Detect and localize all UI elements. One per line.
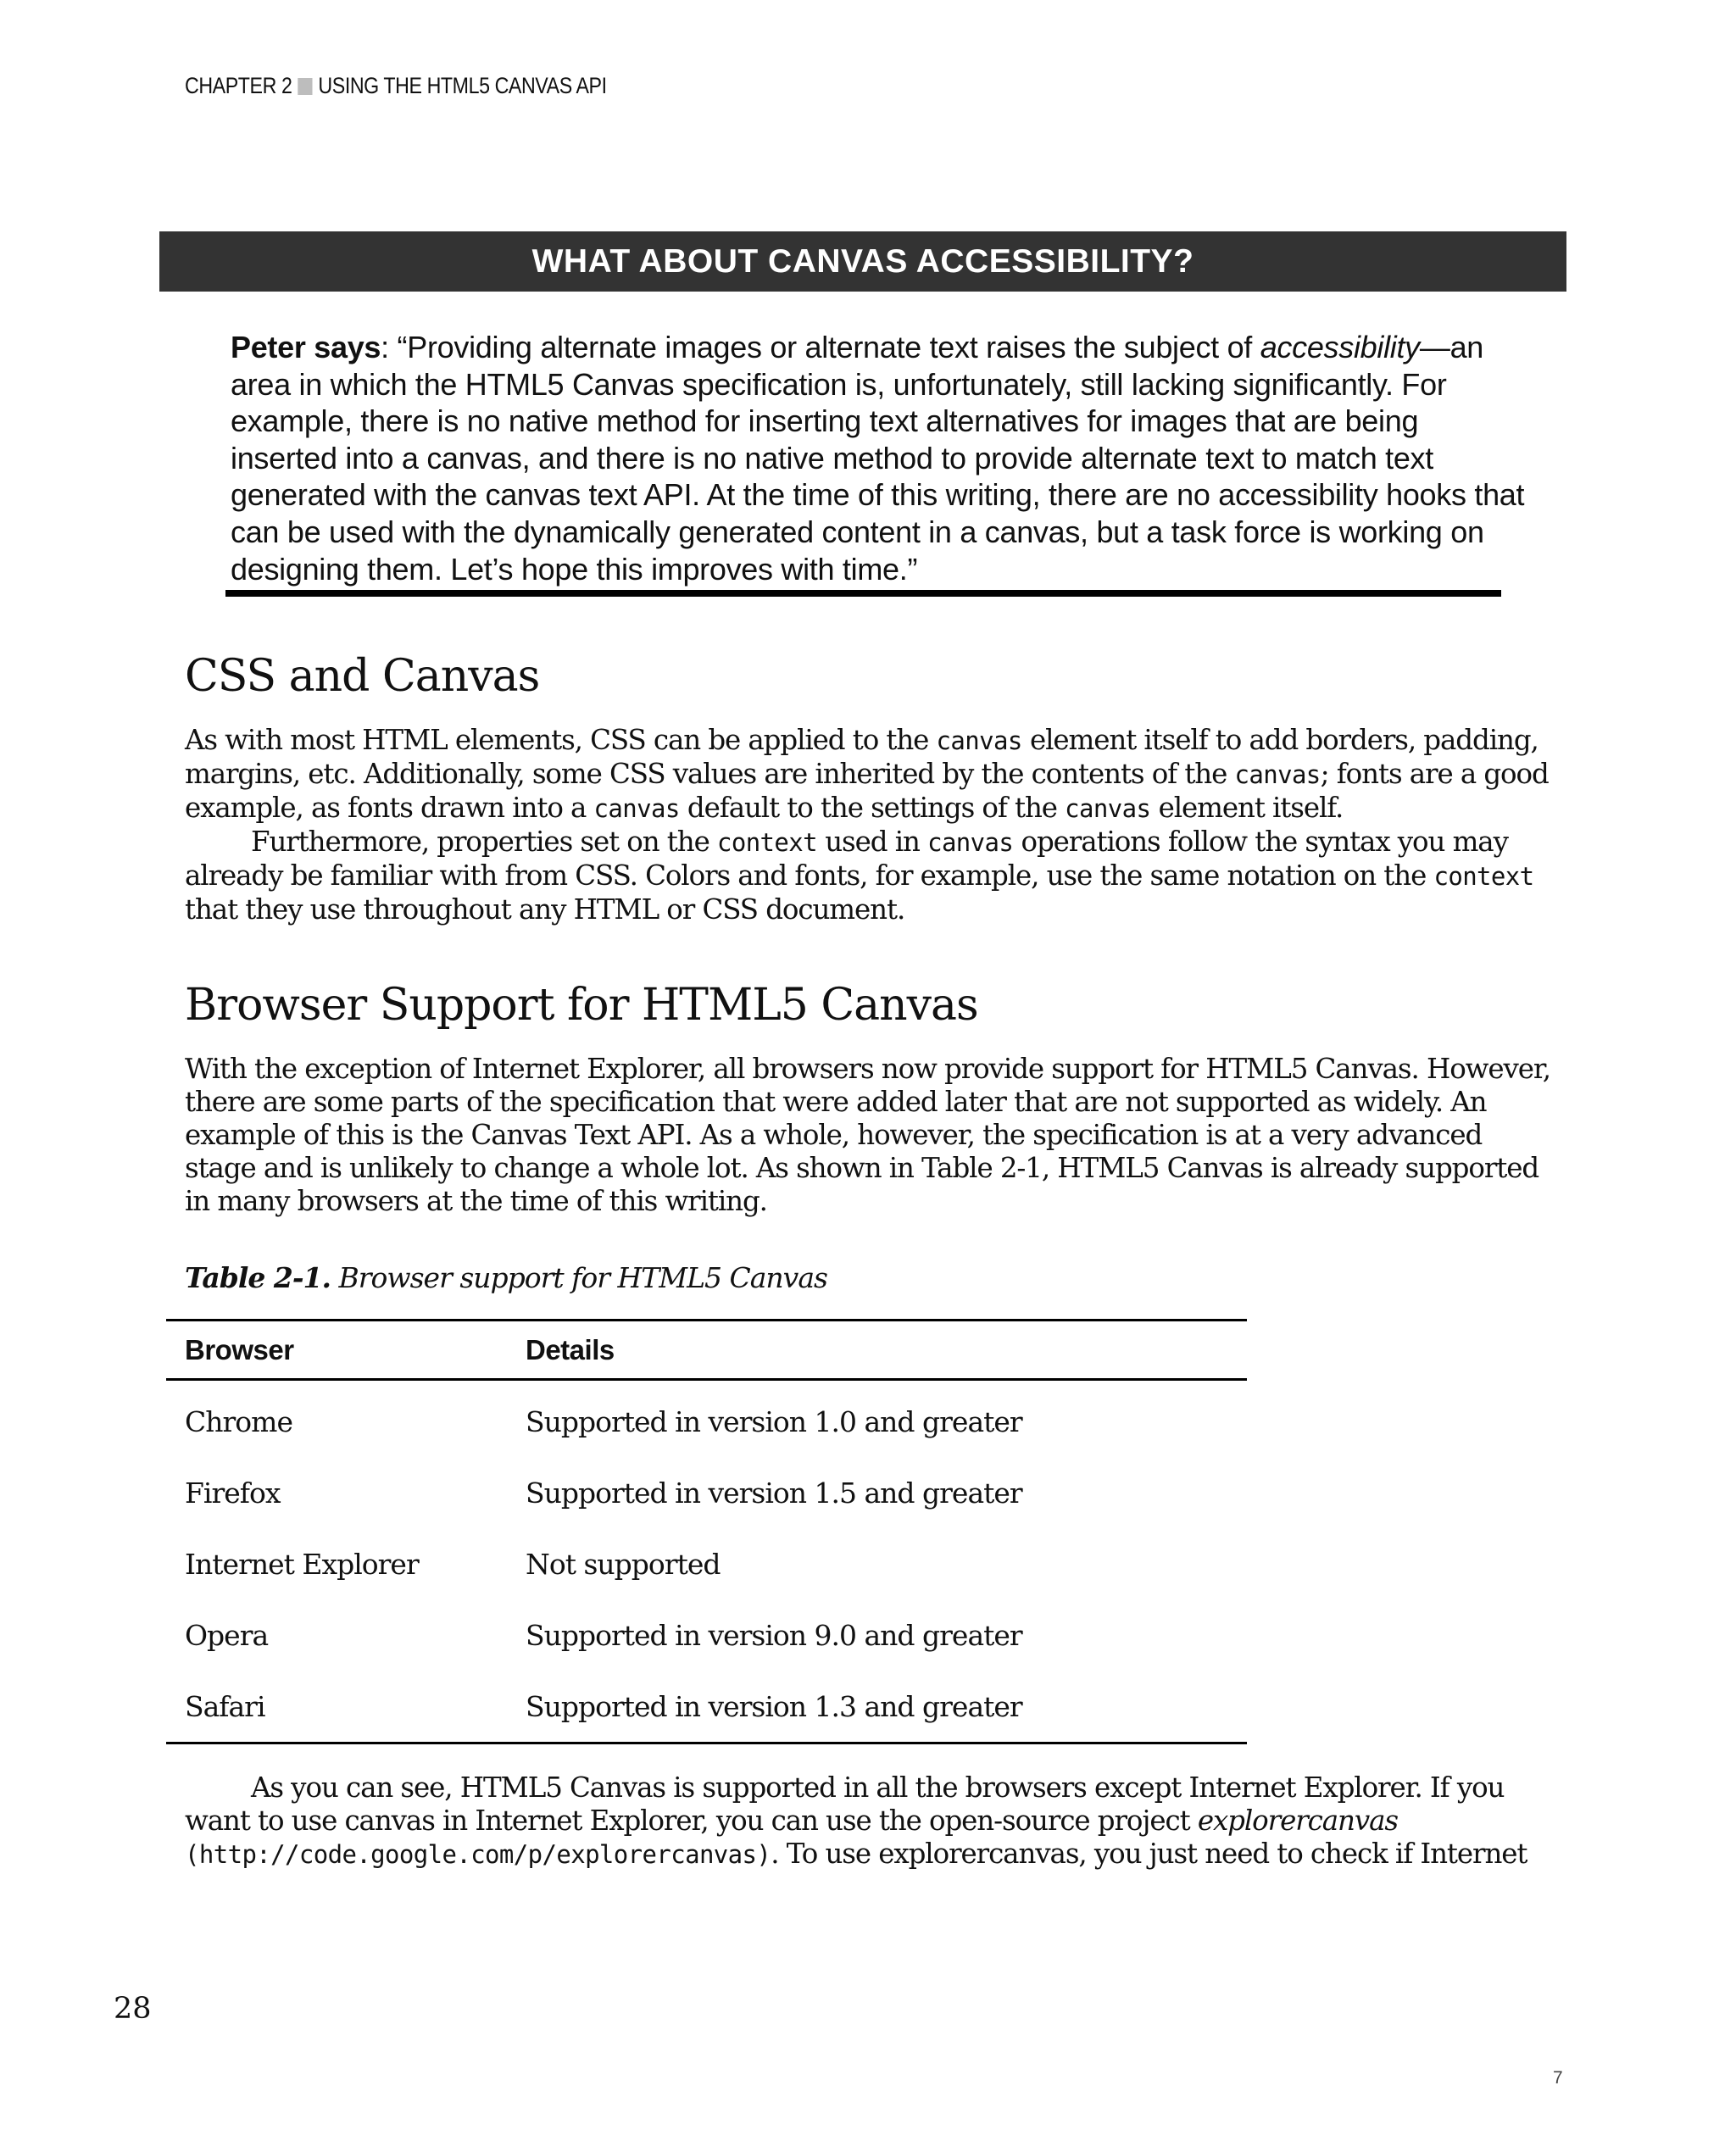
inline-code: canvas	[936, 726, 1022, 755]
project-name: explorercanvas	[1197, 1805, 1398, 1837]
details-cell: Supported in version 9.0 and greater	[526, 1618, 1022, 1652]
details-cell: Supported in version 1.0 and greater	[526, 1404, 1022, 1438]
sidebar-bottom-rule	[225, 590, 1501, 597]
sidebar-body	[231, 329, 1527, 587]
browser-cell: Opera	[185, 1618, 269, 1652]
chapter-label: CHAPTER 2	[185, 73, 292, 98]
css-paragraph-1: As with most HTML elements, CSS can be applied to the canvas element itself to add borders, padding, margins, etc. Additionally, some CSS values are inherited by the contents of the canvas; fonts are a good example, as fonts drawn into a canvas default to the settings of the canvas element itself. Furthermore, properties set on the context used in canvas operations follow the syntax you may already be familiar with from CSS. Colors and fonts, for example, use the same notation on the context that they use throughout any HTML or CSS document.	[185, 724, 1549, 926]
table-caption	[185, 1261, 827, 1294]
table-row	[166, 1528, 1247, 1599]
separator-square-icon	[298, 78, 312, 95]
table-header-browser: Browser	[185, 1333, 294, 1365]
inline-code: canvas	[1234, 760, 1321, 789]
sidebar-emphasis: accessibility	[1260, 330, 1420, 364]
table-row	[166, 1599, 1247, 1671]
sidebar-text-end: —an area in which the HTML5 Canvas specification is, unfortunately, still lacking significantly. For example, there is no native method for inserting text alternatives for images that are being inserted into a canvas, and there is no native method to provide alternate text to match text generated with the canvas text API. At the time of this writing, there are no accessibility hooks that can be used with the dynamically generated content in a canvas, but a task force is working on designing them. Let’s hope this improves with time.”	[231, 330, 1525, 587]
section-heading-css: CSS and Canvas	[185, 651, 540, 702]
table-row	[166, 1380, 1247, 1458]
chapter-title: USING THE HTML5 CANVAS API	[318, 73, 607, 98]
footer-mark: 7	[1553, 2068, 1563, 2088]
inline-code: context	[716, 828, 817, 857]
browser-cell: Chrome	[185, 1404, 292, 1438]
details-cell: Supported in version 1.3 and greater	[526, 1689, 1022, 1723]
table-row	[166, 1671, 1247, 1743]
table-caption-text: Browser support for HTML5 Canvas	[330, 1261, 827, 1294]
browser-cell: Firefox	[185, 1476, 281, 1510]
inline-code: canvas	[593, 794, 680, 823]
table-caption-label: Table 2-1.	[185, 1261, 331, 1294]
table-header-row	[166, 1321, 1247, 1380]
sidebar-title: WHAT ABOUT CANVAS ACCESSIBILITY?	[531, 242, 1194, 280]
project-url: (http://code.google.com/p/explorercanvas)	[185, 1840, 771, 1869]
page-number: 28	[114, 1992, 152, 2026]
table-row	[166, 1457, 1247, 1528]
section-heading-browser-support: Browser Support for HTML5 Canvas	[185, 980, 978, 1031]
table-header-details: Details	[526, 1333, 615, 1365]
inline-code: context	[1433, 862, 1534, 891]
browser-cell: Safari	[185, 1689, 265, 1723]
css-paragraph-2: Furthermore, properties set on the context used in canvas operations follow the syntax you may already be familiar with from CSS. Colors and fonts, for example, use the same notation on the context that they use throughout any HTML or CSS document.	[185, 826, 1534, 926]
sidebar-speaker: Peter says	[231, 330, 381, 364]
browser-support-table	[166, 1319, 1247, 1744]
sidebar-paragraph	[231, 329, 1527, 587]
inline-code: canvas	[1065, 794, 1151, 823]
details-cell: Supported in version 1.5 and greater	[526, 1476, 1022, 1510]
sidebar-text-start: : “Providing alternate images or alternate text raises the subject of	[381, 330, 1260, 364]
details-cell: Not supported	[526, 1547, 721, 1581]
browser-cell: Internet Explorer	[185, 1547, 419, 1581]
sidebar-title-bar	[159, 231, 1566, 292]
inline-code: canvas	[927, 828, 1014, 857]
browser-support-paragraph: With the exception of Internet Explorer, all browsers now provide support for HTML5 Canvas. However, there are some parts of the specification that were added later that are not supported as widely. An example of this is the Canvas Text API. As a whole, however, the specification is at a very advanced stage and is unlikely to change a whole lot. As shown in Table 2-1, HTML5 Canvas is already supported in many browsers at the time of this writing.	[185, 1053, 1551, 1217]
closing-paragraph: As you can see, HTML5 Canvas is supported in all the browsers except Internet Explorer. If you want to use canvas in Internet Explorer, you can use the open-source project explorercanvas (http://code.google.com/p/explorercanvas). To use explorercanvas, you just need to check if Internet	[185, 1771, 1527, 1870]
running-head	[185, 73, 607, 99]
